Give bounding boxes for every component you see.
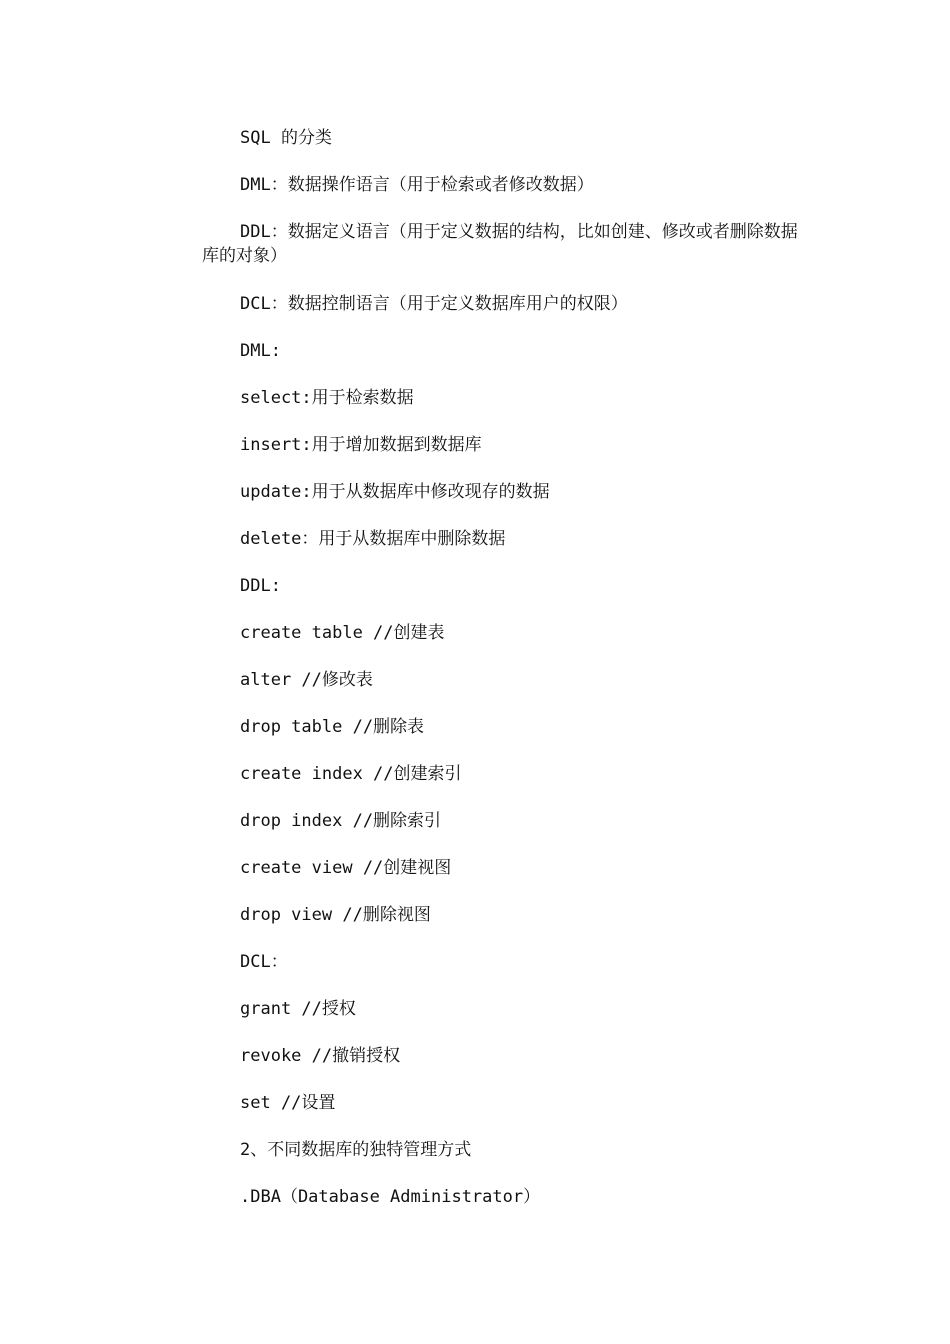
list-item: update:用于从数据库中修改现存的数据 xyxy=(240,482,550,502)
paragraph-dml-definition: DML：数据操作语言（用于检索或者修改数据） xyxy=(240,175,594,195)
section-heading: SQL 的分类 xyxy=(240,128,332,148)
list-item: create index //创建索引 xyxy=(240,764,462,784)
paragraph-dba: .DBA（Database Administrator） xyxy=(240,1187,541,1207)
paragraph-dcl-definition: DCL：数据控制语言（用于定义数据库用户的权限） xyxy=(240,294,628,314)
paragraph-ddl-definition: DDL：数据定义语言（用于定义数据的结构，比如创建、修改或者删除数据库的对象） xyxy=(202,222,798,266)
list-item: revoke //撤销授权 xyxy=(240,1046,401,1066)
list-item: create table //创建表 xyxy=(240,623,445,643)
list-item: create view //创建视图 xyxy=(240,858,452,878)
document-body xyxy=(202,126,812,1232)
list-item: select:用于检索数据 xyxy=(240,388,414,408)
list-item: drop table //删除表 xyxy=(240,717,425,737)
list-item: drop index //删除索引 xyxy=(240,811,442,831)
subheading-ddl: DDL: xyxy=(240,576,281,596)
list-item: set //设置 xyxy=(240,1093,336,1113)
list-item: delete：用于从数据库中删除数据 xyxy=(240,529,506,549)
list-item: insert:用于增加数据到数据库 xyxy=(240,435,482,455)
list-item: grant //授权 xyxy=(240,999,356,1019)
list-item: alter //修改表 xyxy=(240,670,373,690)
list-item: drop view //删除视图 xyxy=(240,905,431,925)
section-heading-2: 2、不同数据库的独特管理方式 xyxy=(240,1140,472,1160)
subheading-dml: DML: xyxy=(240,341,281,361)
subheading-dcl: DCL： xyxy=(240,952,288,972)
